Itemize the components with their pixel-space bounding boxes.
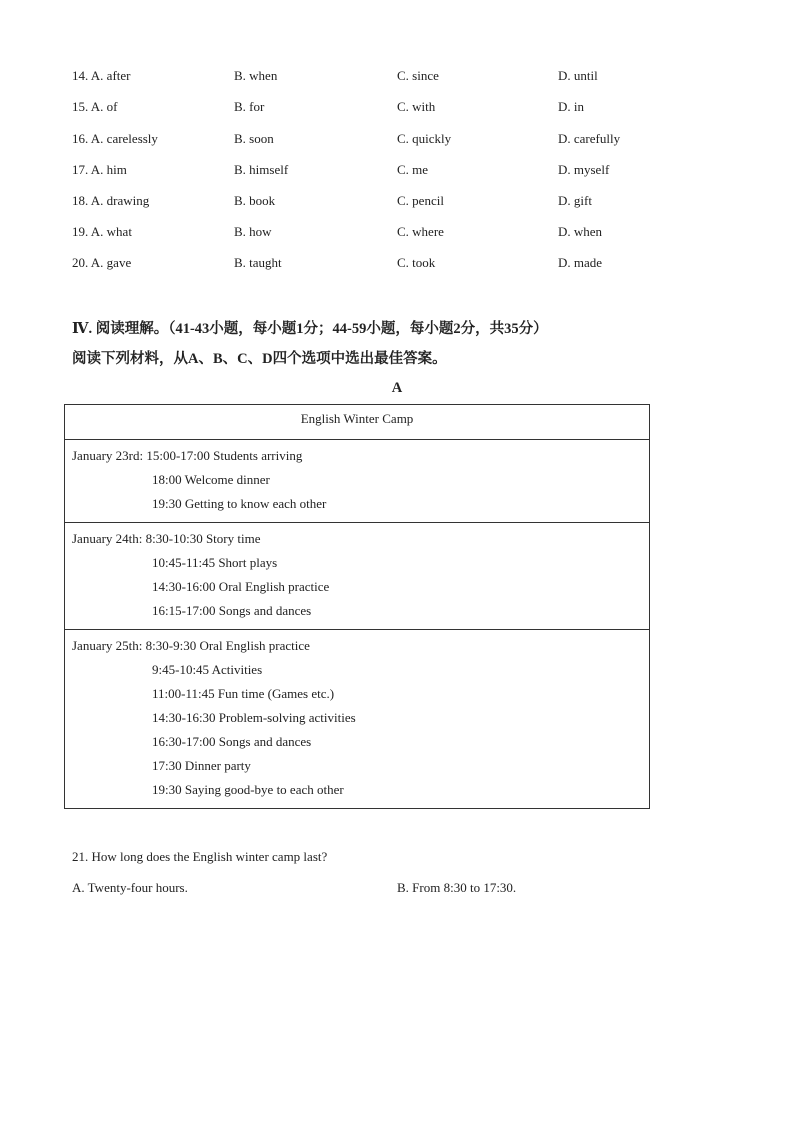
option-b: B. book xyxy=(234,193,276,208)
option-row-14 xyxy=(0,68,794,88)
option-a: 16. A. carelessly xyxy=(72,131,158,146)
answer-option-a: A. Twenty-four hours. xyxy=(72,880,188,895)
question-21: 21. How long does the English winter camp last? xyxy=(72,849,328,864)
option-d: D. when xyxy=(558,224,603,239)
day-cell-jan-25 xyxy=(65,630,650,809)
option-a: 15. A. of xyxy=(72,99,118,114)
option-a: 14. A. after xyxy=(72,68,131,83)
day-cell-jan-23 xyxy=(65,440,650,523)
schedule-line: 19:30 Saying good-bye to each other xyxy=(152,782,344,797)
option-c: C. pencil xyxy=(397,193,444,208)
option-d: D. in xyxy=(558,99,584,114)
option-c: C. with xyxy=(397,99,436,114)
option-row-19 xyxy=(0,224,794,244)
schedule-line: 14:30-16:30 Problem-solving activities xyxy=(152,710,356,725)
option-a: 18. A. drawing xyxy=(72,193,150,208)
option-a: 17. A. him xyxy=(72,162,127,177)
option-b: B. when xyxy=(234,68,278,83)
schedule-line: January 25th: 8:30-9:30 Oral English practice xyxy=(72,638,310,653)
camp-title: English Winter Camp xyxy=(65,405,650,440)
passage-letter: A xyxy=(391,380,403,396)
option-row-15 xyxy=(0,99,794,119)
schedule-line: 18:00 Welcome dinner xyxy=(152,472,270,487)
schedule-line: 9:45-10:45 Activities xyxy=(152,662,263,677)
schedule-line: 17:30 Dinner party xyxy=(152,758,251,773)
option-c: C. since xyxy=(397,68,439,83)
option-row-17 xyxy=(0,162,794,182)
section-title: Ⅳ. 阅读理解。（41-43小题，每小题1分；44-59小题，每小题2分，共35分） xyxy=(72,321,548,337)
option-row-18 xyxy=(0,193,794,213)
option-d: D. carefully xyxy=(558,131,621,146)
schedule-line: 16:15-17:00 Songs and dances xyxy=(152,603,312,618)
option-b: B. taught xyxy=(234,255,282,270)
answer-option-b: B. From 8:30 to 17:30. xyxy=(397,880,517,895)
day-cell-jan-24 xyxy=(65,523,650,630)
option-d: D. myself xyxy=(558,162,610,177)
option-c: C. took xyxy=(397,255,436,270)
option-b: B. how xyxy=(234,224,272,239)
schedule-line: 14:30-16:00 Oral English practice xyxy=(152,579,330,594)
option-a: 19. A. what xyxy=(72,224,132,239)
option-d: D. made xyxy=(558,255,603,270)
option-b: B. himself xyxy=(234,162,289,177)
option-d: D. gift xyxy=(558,193,592,208)
section-instruction: 阅读下列材料，从A、B、C、D四个选项中选出最佳答案。 xyxy=(72,351,447,367)
schedule-line: 19:30 Getting to know each other xyxy=(152,496,327,511)
option-d: D. until xyxy=(558,68,598,83)
option-a: 20. A. gave xyxy=(72,255,132,270)
schedule-line: 10:45-11:45 Short plays xyxy=(152,555,278,570)
schedule-line: 16:30-17:00 Songs and dances xyxy=(152,734,312,749)
schedule-line: January 24th: 8:30-10:30 Story time xyxy=(72,531,261,546)
option-c: C. where xyxy=(397,224,444,239)
schedule-line: January 23rd: 15:00-17:00 Students arriving xyxy=(72,448,303,463)
schedule-line: 11:00-11:45 Fun time (Games etc.) xyxy=(152,686,335,701)
option-b: B. for xyxy=(234,99,265,114)
option-row-16 xyxy=(0,131,794,151)
option-c: C. me xyxy=(397,162,429,177)
option-c: C. quickly xyxy=(397,131,452,146)
option-b: B. soon xyxy=(234,131,274,146)
option-row-20 xyxy=(0,255,794,275)
camp-schedule-table xyxy=(64,404,650,809)
